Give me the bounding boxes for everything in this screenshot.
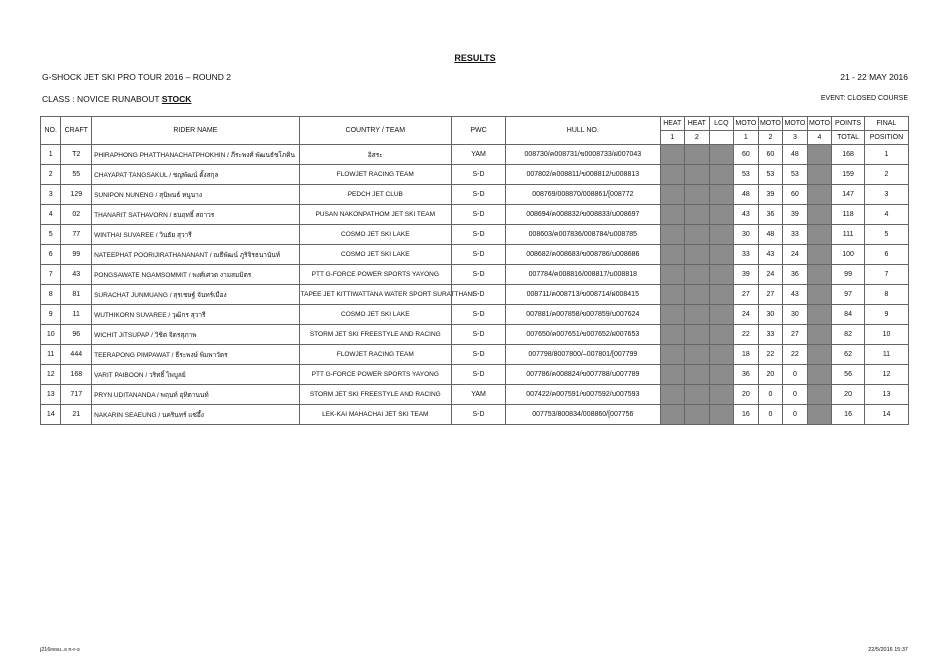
cell-pwc: S-D <box>451 205 505 225</box>
subheader-heat-2: 2 <box>685 131 710 145</box>
cell-no: 6 <box>41 245 61 265</box>
cell-rider: WINTHAI SUVAREE / วินธัย สุวารี <box>92 225 300 245</box>
subheader-total: TOTAL <box>832 131 865 145</box>
cell-moto-1: 48 <box>734 185 759 205</box>
cell-no: 3 <box>41 185 61 205</box>
cell-heat-2 <box>685 185 710 205</box>
cell-moto-3: 43 <box>783 285 808 305</box>
column-header-moto-1: MOTO <box>734 117 759 131</box>
cell-moto-1: 24 <box>734 305 759 325</box>
cell-pwc: YAM <box>451 385 505 405</box>
cell-moto-3: 30 <box>783 305 808 325</box>
footer-timestamp: 22/5/2016 15:37 <box>868 647 908 653</box>
cell-moto-2: 0 <box>758 385 783 405</box>
table-row <box>41 285 909 305</box>
cell-heat-2 <box>685 225 710 245</box>
results-table <box>40 116 909 425</box>
cell-no: 4 <box>41 205 61 225</box>
table-header-row <box>41 117 909 131</box>
cell-moto-3: 0 <box>783 365 808 385</box>
cell-points-total: 118 <box>832 205 865 225</box>
cell-moto-3: 36 <box>783 265 808 285</box>
cell-craft: 43 <box>61 265 92 285</box>
cell-pwc: S-D <box>451 245 505 265</box>
cell-country: COSMO JET SKI LAKE <box>299 225 451 245</box>
cell-final-position: 11 <box>864 345 908 365</box>
cell-moto-3: 0 <box>783 385 808 405</box>
cell-no: 9 <box>41 305 61 325</box>
page-title: RESULTS <box>454 53 496 63</box>
cell-final-position: 1 <box>864 145 908 165</box>
cell-hull: 008603/ค007836/008784/บ008785 <box>506 225 660 245</box>
cell-lcq <box>709 245 734 265</box>
table-row <box>41 225 909 245</box>
cell-points-total: 168 <box>832 145 865 165</box>
cell-heat-2 <box>685 405 710 425</box>
cell-moto-2: 20 <box>758 365 783 385</box>
table-row <box>41 145 909 165</box>
cell-final-position: 13 <box>864 385 908 405</box>
cell-moto-1: 36 <box>734 365 759 385</box>
cell-moto-3: 53 <box>783 165 808 185</box>
cell-moto-1: 18 <box>734 345 759 365</box>
column-header-lcq: LCQ <box>709 117 734 131</box>
cell-final-position: 10 <box>864 325 908 345</box>
cell-moto-4 <box>807 225 832 245</box>
class-label: CLASS : NOVICE RUNABOUT <box>42 94 162 104</box>
class-line <box>42 94 191 104</box>
subheader-moto-3: 3 <box>783 131 808 145</box>
cell-moto-2: 43 <box>758 245 783 265</box>
cell-country: PTT G-FORCE POWER SPORTS YAYONG <box>299 265 451 285</box>
cell-moto-4 <box>807 345 832 365</box>
cell-heat-2 <box>685 365 710 385</box>
cell-heat-2 <box>685 305 710 325</box>
cell-heat-1 <box>660 145 685 165</box>
subheader-position: POSITION <box>864 131 908 145</box>
subheader-moto-1: 1 <box>734 131 759 145</box>
cell-points-total: 84 <box>832 305 865 325</box>
cell-final-position: 9 <box>864 305 908 325</box>
cell-craft: 444 <box>61 345 92 365</box>
cell-craft: 21 <box>61 405 92 425</box>
cell-points-total: 62 <box>832 345 865 365</box>
cell-moto-2: 0 <box>758 405 783 425</box>
table-row <box>41 185 909 205</box>
cell-moto-4 <box>807 365 832 385</box>
cell-points-total: 99 <box>832 265 865 285</box>
cell-moto-2: 22 <box>758 345 783 365</box>
cell-final-position: 8 <box>864 285 908 305</box>
cell-hull: 007753/800834/008860/[007756 <box>506 405 660 425</box>
cell-craft: 02 <box>61 205 92 225</box>
cell-moto-4 <box>807 145 832 165</box>
cell-moto-3: 60 <box>783 185 808 205</box>
cell-lcq <box>709 145 734 165</box>
cell-craft: 55 <box>61 165 92 185</box>
cell-heat-1 <box>660 165 685 185</box>
cell-moto-4 <box>807 265 832 285</box>
cell-no: 12 <box>41 365 61 385</box>
cell-rider: WUTHIKORN SUVAREE / วุฒิกร สุวารี <box>92 305 300 325</box>
cell-rider: NAKARIN SEAEUNG / นครินทร์ แซ่อึ้ง <box>92 405 300 425</box>
cell-rider: THANARIT SATHAVORN / ธนฤทธิ์ สถาวร <box>92 205 300 225</box>
column-header-no: NO. <box>41 117 61 145</box>
cell-moto-2: 48 <box>758 225 783 245</box>
cell-craft: 11 <box>61 305 92 325</box>
column-header-rider: RIDER NAME <box>92 117 300 145</box>
cell-hull: 007784/ค008816/008817/บ008818 <box>506 265 660 285</box>
cell-no: 8 <box>41 285 61 305</box>
cell-moto-1: 53 <box>734 165 759 185</box>
cell-moto-3: 22 <box>783 345 808 365</box>
subheader-heat-1: 1 <box>660 131 685 145</box>
column-header-craft: CRAFT <box>61 117 92 145</box>
cell-country: STORM JET SKI FREESTYLE AND RACING <box>299 325 451 345</box>
table-row <box>41 245 909 265</box>
cell-craft: T2 <box>61 145 92 165</box>
column-header-pwc: PWC <box>451 117 505 145</box>
cell-heat-1 <box>660 285 685 305</box>
cell-hull: 008730/ค008731/ข0008733/ฝ007043 <box>506 145 660 165</box>
cell-moto-2: 53 <box>758 165 783 185</box>
cell-points-total: 16 <box>832 405 865 425</box>
cell-craft: 99 <box>61 245 92 265</box>
cell-lcq <box>709 305 734 325</box>
table-row <box>41 345 909 365</box>
cell-moto-3: 0 <box>783 405 808 425</box>
cell-country: อิสระ <box>299 145 451 165</box>
cell-craft: 717 <box>61 385 92 405</box>
cell-country: STORM JET SKI FREESTYLE AND RACING <box>299 385 451 405</box>
cell-hull: 008769/008870/008861/[008772 <box>506 185 660 205</box>
cell-final-position: 12 <box>864 365 908 385</box>
cell-rider: CHAYAPAT TANGSAKUL / ชญพัฒน์ ตั้งสกุล <box>92 165 300 185</box>
table-row <box>41 405 909 425</box>
cell-heat-1 <box>660 185 685 205</box>
column-header-heat-2: HEAT <box>685 117 710 131</box>
cell-heat-1 <box>660 205 685 225</box>
cell-hull: 007422/ค007591/ข007592/บ007593 <box>506 385 660 405</box>
cell-country: PUSAN NAKONPATHOM JET SKI TEAM <box>299 205 451 225</box>
cell-no: 7 <box>41 265 61 285</box>
cell-moto-1: 43 <box>734 205 759 225</box>
cell-pwc: S-D <box>451 405 505 425</box>
table-row <box>41 205 909 225</box>
cell-final-position: 5 <box>864 225 908 245</box>
cell-lcq <box>709 265 734 285</box>
cell-moto-2: 33 <box>758 325 783 345</box>
cell-no: 14 <box>41 405 61 425</box>
cell-moto-1: 39 <box>734 265 759 285</box>
subheader-moto-2: 2 <box>758 131 783 145</box>
column-header-country: COUNTRY / TEAM <box>299 117 451 145</box>
cell-rider: VARIT PAIBOON / วริทธิ์ ไพบูลย์ <box>92 365 300 385</box>
event-date: 21 - 22 MAY 2016 <box>840 72 908 82</box>
cell-country: TAPEE JET KITTIWATTANA WATER SPORT SURATTHANI <box>299 285 451 305</box>
cell-final-position: 7 <box>864 265 908 285</box>
column-header-moto-3: MOTO <box>783 117 808 131</box>
cell-hull: 007802/ค008811/ข008812/บ008813 <box>506 165 660 185</box>
cell-pwc: S-D <box>451 185 505 205</box>
cell-lcq <box>709 165 734 185</box>
cell-hull: 007650/ค007651/ข007652/ฝ007653 <box>506 325 660 345</box>
cell-moto-4 <box>807 205 832 225</box>
cell-craft: 77 <box>61 225 92 245</box>
cell-lcq <box>709 405 734 425</box>
event-name: G-SHOCK JET SKI PRO TOUR 2016 – ROUND 2 <box>42 72 231 82</box>
class-stock-label: STOCK <box>161 94 192 104</box>
cell-heat-1 <box>660 345 685 365</box>
cell-moto-3: 48 <box>783 145 808 165</box>
cell-moto-4 <box>807 385 832 405</box>
column-header-moto-4: MOTO <box>807 117 832 131</box>
cell-heat-1 <box>660 405 685 425</box>
cell-points-total: 159 <box>832 165 865 185</box>
cell-moto-1: 20 <box>734 385 759 405</box>
cell-country: PEDCH JET CLUB <box>299 185 451 205</box>
cell-points-total: 56 <box>832 365 865 385</box>
table-row <box>41 365 909 385</box>
cell-final-position: 3 <box>864 185 908 205</box>
cell-heat-1 <box>660 385 685 405</box>
cell-pwc: S-D <box>451 165 505 185</box>
cell-heat-2 <box>685 325 710 345</box>
cell-no: 2 <box>41 165 61 185</box>
cell-rider: WICHIT JITSUPAP / วิชิต จิตรสุภาพ <box>92 325 300 345</box>
cell-rider: PRYN UDITANANDA / พฤนท์ อุทิตานนท์ <box>92 385 300 405</box>
cell-craft: 129 <box>61 185 92 205</box>
cell-hull: 007786/ค008824/ข007788/บ007789 <box>506 365 660 385</box>
cell-heat-2 <box>685 245 710 265</box>
cell-country: PTT G-FORCE POWER SPORTS YAYONG <box>299 365 451 385</box>
cell-final-position: 6 <box>864 245 908 265</box>
cell-rider: SUNIPON NUNENG / สุนิพนธ์ หนูนาง <box>92 185 300 205</box>
cell-moto-4 <box>807 185 832 205</box>
cell-heat-2 <box>685 165 710 185</box>
subheader-moto-4: 4 <box>807 131 832 145</box>
cell-moto-4 <box>807 305 832 325</box>
table-row <box>41 165 909 185</box>
cell-heat-1 <box>660 305 685 325</box>
cell-moto-2: 30 <box>758 305 783 325</box>
cell-moto-4 <box>807 325 832 345</box>
cell-pwc: S-D <box>451 285 505 305</box>
cell-pwc: S-D <box>451 365 505 385</box>
cell-hull: 008682/ค008683/ข008786/บ008686 <box>506 245 660 265</box>
cell-moto-1: 30 <box>734 225 759 245</box>
cell-points-total: 97 <box>832 285 865 305</box>
cell-heat-1 <box>660 225 685 245</box>
cell-moto-2: 60 <box>758 145 783 165</box>
table-row <box>41 385 909 405</box>
cell-heat-2 <box>685 265 710 285</box>
cell-pwc: S-D <box>451 265 505 285</box>
cell-country: COSMO JET SKI LAKE <box>299 305 451 325</box>
cell-country: FLOWJET RACING TEAM <box>299 165 451 185</box>
cell-moto-4 <box>807 405 832 425</box>
cell-heat-2 <box>685 285 710 305</box>
column-header-moto-2: MOTO <box>758 117 783 131</box>
cell-moto-3: 39 <box>783 205 808 225</box>
table-row <box>41 325 909 345</box>
cell-hull: 007798/8007800/–007801/[007799 <box>506 345 660 365</box>
cell-heat-2 <box>685 145 710 165</box>
cell-rider: NATEEPHAT POORIJIRATHANANANT / ณธีพัฒน์ ภูริจิรธนานันท์ <box>92 245 300 265</box>
subheader-lcq <box>709 131 734 145</box>
cell-heat-2 <box>685 205 710 225</box>
cell-pwc: S-D <box>451 325 505 345</box>
results-body <box>41 145 909 425</box>
cell-pwc: S-D <box>451 345 505 365</box>
cell-heat-2 <box>685 345 710 365</box>
cell-moto-1: 33 <box>734 245 759 265</box>
cell-lcq <box>709 325 734 345</box>
cell-moto-2: 36 <box>758 205 783 225</box>
cell-points-total: 147 <box>832 185 865 205</box>
cell-moto-2: 27 <box>758 285 783 305</box>
cell-moto-3: 24 <box>783 245 808 265</box>
cell-moto-1: 16 <box>734 405 759 425</box>
cell-heat-1 <box>660 245 685 265</box>
cell-country: COSMO JET SKI LAKE <box>299 245 451 265</box>
cell-moto-1: 27 <box>734 285 759 305</box>
column-header-final: FINAL <box>864 117 908 131</box>
column-header-hull: HULL NO. <box>506 117 660 145</box>
cell-hull: 007881/ค007858/ข007859/บ007624 <box>506 305 660 325</box>
cell-points-total: 82 <box>832 325 865 345</box>
cell-final-position: 14 <box>864 405 908 425</box>
cell-lcq <box>709 345 734 365</box>
column-header-heat-1: HEAT <box>660 117 685 131</box>
cell-heat-2 <box>685 385 710 405</box>
cell-lcq <box>709 285 734 305</box>
cell-no: 1 <box>41 145 61 165</box>
cell-final-position: 4 <box>864 205 908 225</box>
table-row <box>41 305 909 325</box>
cell-heat-1 <box>660 265 685 285</box>
event-type: EVENT: CLOSED COURSE <box>820 95 908 102</box>
cell-craft: 81 <box>61 285 92 305</box>
cell-craft: 168 <box>61 365 92 385</box>
cell-no: 13 <box>41 385 61 405</box>
cell-moto-3: 33 <box>783 225 808 245</box>
cell-country: FLOWJET RACING TEAM <box>299 345 451 365</box>
cell-country: LEK-KAI MAHACHAI JET SKI TEAM <box>299 405 451 425</box>
cell-moto-1: 22 <box>734 325 759 345</box>
column-header-points: POINTS <box>832 117 865 131</box>
cell-lcq <box>709 225 734 245</box>
cell-pwc: YAM <box>451 145 505 165</box>
cell-moto-2: 39 <box>758 185 783 205</box>
cell-no: 11 <box>41 345 61 365</box>
cell-hull: 008694/ค008832/ข008833/บ008697 <box>506 205 660 225</box>
cell-heat-1 <box>660 325 685 345</box>
table-row <box>41 265 909 285</box>
cell-moto-4 <box>807 245 832 265</box>
cell-rider: SURACHAT JUNMUANG / สุรเชษฐ์ จันทร์เมือง <box>92 285 300 305</box>
cell-moto-2: 24 <box>758 265 783 285</box>
cell-pwc: S-D <box>451 305 505 325</box>
cell-moto-1: 60 <box>734 145 759 165</box>
cell-lcq <box>709 205 734 225</box>
cell-pwc: S-D <box>451 225 505 245</box>
cell-heat-1 <box>660 365 685 385</box>
cell-hull: 008711/ค008713/ข008714/ฝ008415 <box>506 285 660 305</box>
cell-moto-4 <box>807 165 832 185</box>
cell-moto-3: 27 <box>783 325 808 345</box>
cell-points-total: 20 <box>832 385 865 405</box>
cell-no: 5 <box>41 225 61 245</box>
cell-rider: PHIRAPHONG PHATTHANACHATPHOKHIN / ภีระพงศ์ พัฒนธัชโภคิน <box>92 145 300 165</box>
cell-points-total: 111 <box>832 225 865 245</box>
cell-lcq <box>709 385 734 405</box>
cell-lcq <box>709 365 734 385</box>
cell-rider: TEERAPONG PIMPAWAT / ธีระพงษ์ พิมพาวัตร <box>92 345 300 365</box>
cell-final-position: 2 <box>864 165 908 185</box>
cell-no: 10 <box>41 325 61 345</box>
cell-points-total: 100 <box>832 245 865 265</box>
cell-moto-4 <box>807 285 832 305</box>
cell-rider: PONGSAWATE NGAMSOMMIT / พงศ์เศวต งามสมมิตร <box>92 265 300 285</box>
cell-lcq <box>709 185 734 205</box>
footer-file-name: j216resu..s n-r-s <box>40 647 80 653</box>
cell-craft: 96 <box>61 325 92 345</box>
